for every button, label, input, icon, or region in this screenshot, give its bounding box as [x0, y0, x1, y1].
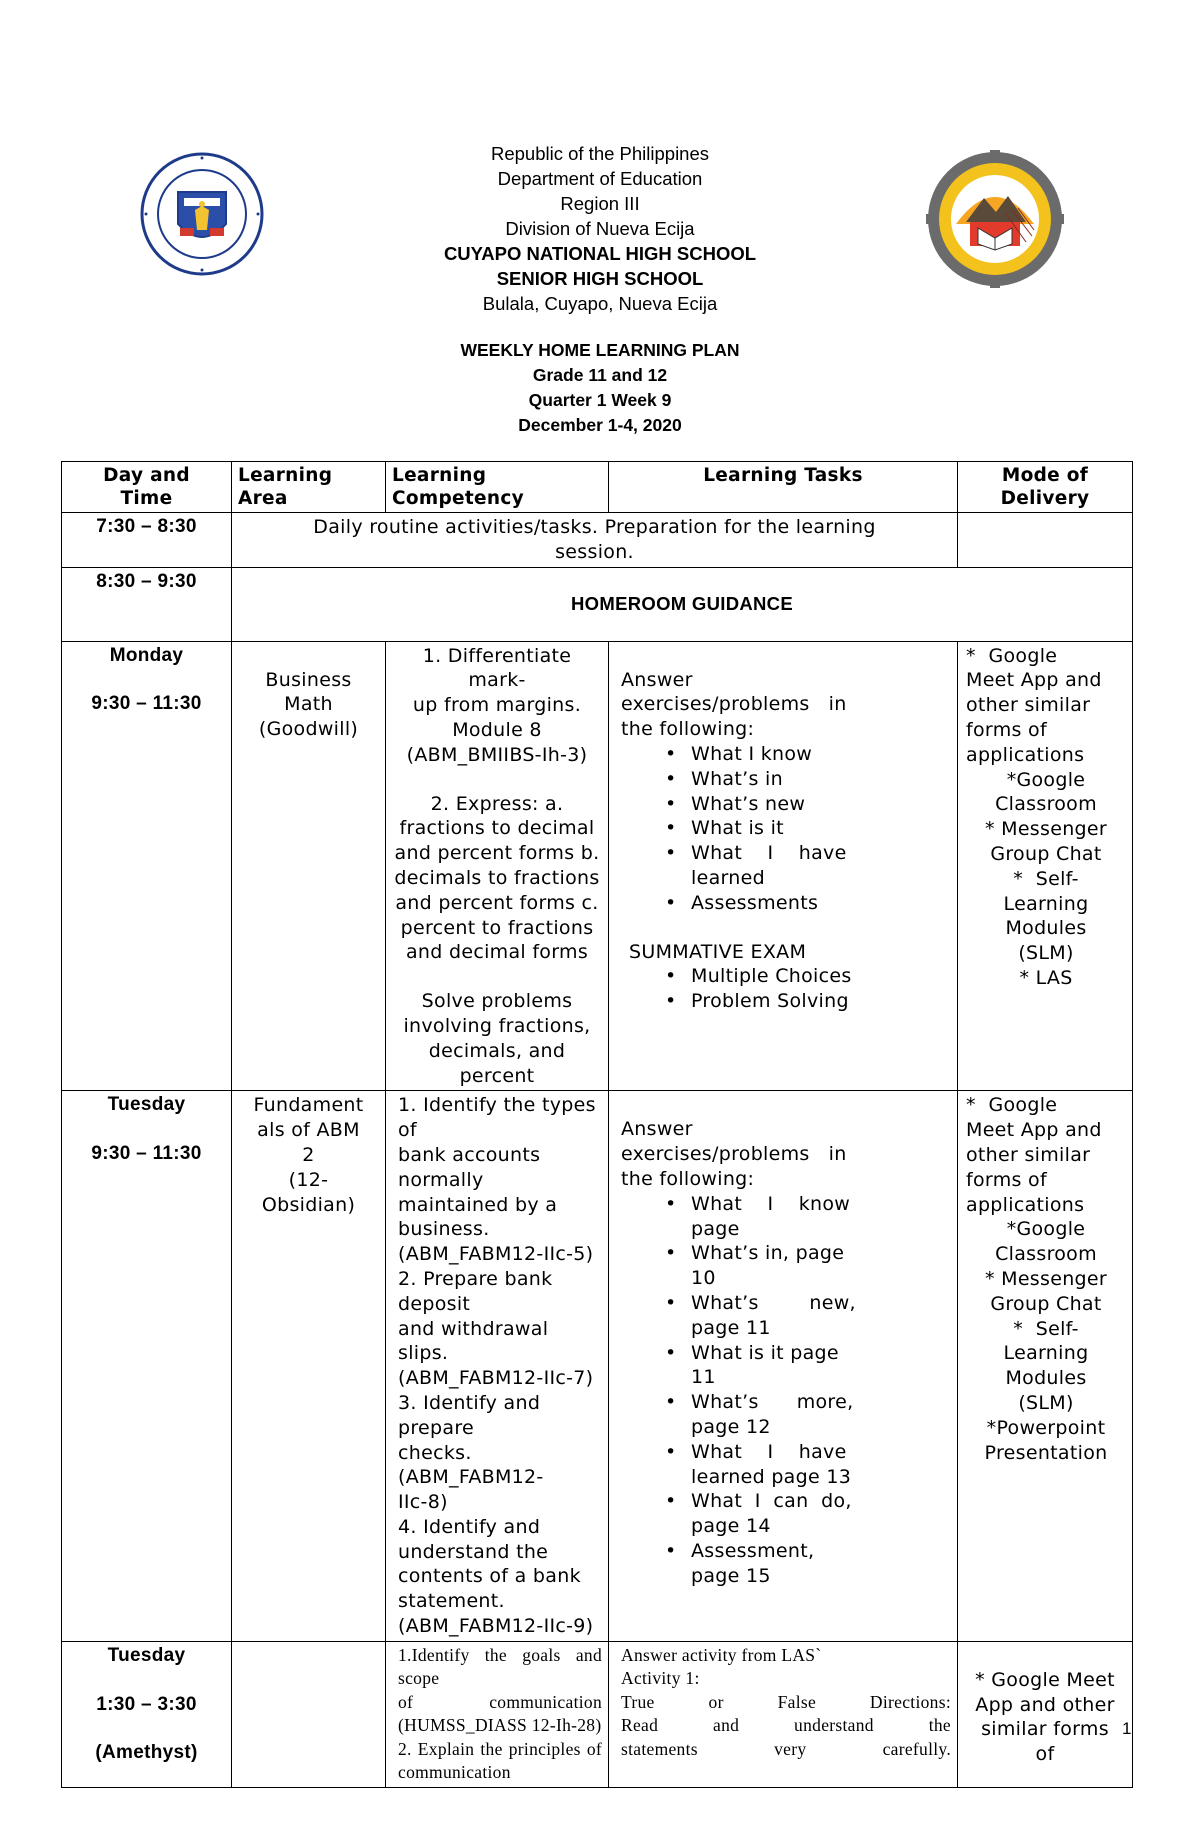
tasks-intro: Answer: [621, 1118, 693, 1141]
tuesday-learning-area: [232, 1091, 386, 1642]
task-line: Answer activity from LAS`: [621, 1644, 822, 1665]
header-line-region: Region III: [560, 193, 640, 214]
competency-line: checks. (ABM_FABM12-: [398, 1441, 544, 1489]
tuesday-competency: [386, 1091, 609, 1642]
tasks-intro: exercises/problems in: [621, 693, 847, 716]
list-item-text: • What I can do,: [691, 1490, 852, 1513]
mode-line: * Messenger: [984, 1267, 1107, 1290]
mode-line: Group Chat: [990, 842, 1102, 865]
competency-line: contents of a bank: [398, 1565, 581, 1588]
list-item-text: • What’s new,: [691, 1291, 856, 1314]
tuesday-pm-section: (Amethyst): [95, 1742, 198, 1764]
deped-seal-logo: [140, 152, 264, 276]
monday-task-list: [621, 742, 951, 916]
summative-list: [621, 964, 951, 1014]
mode-line: Learning: [1003, 1342, 1089, 1365]
task-line: Read and understand the: [621, 1715, 951, 1736]
list-item-text: learned: [691, 866, 765, 889]
tuesday-pm-competency: [386, 1641, 609, 1787]
table-row-tuesday-pm: [62, 1641, 1133, 1787]
mode-line: similar forms: [981, 1718, 1109, 1741]
tuesday-pm-time: 1:30 – 3:30: [96, 1693, 197, 1715]
mode-line: * LAS: [1019, 966, 1073, 989]
header-senior-high: SENIOR HIGH SCHOOL: [496, 268, 704, 289]
monday-area-line: Math: [284, 693, 333, 716]
tuesday-area-line: Obsidian): [261, 1193, 356, 1216]
routine-text-line1: Daily routine activities/tasks. Preparation for the learning: [313, 516, 876, 538]
competency-line: understand the: [398, 1540, 549, 1563]
mode-line: applications: [966, 743, 1085, 766]
mode-line: * Google: [966, 1094, 1058, 1117]
mode-line: forms of: [966, 718, 1047, 741]
list-item-text: learned page 13: [691, 1465, 852, 1488]
competency-line: 1. Identify the types of: [398, 1094, 596, 1142]
list-item: [691, 1390, 951, 1440]
list-item-text: page 15: [691, 1564, 771, 1587]
competency-line: involving fractions,: [403, 1014, 591, 1037]
mode-line: *Google: [1006, 1218, 1086, 1241]
learning-plan-table: [61, 461, 1133, 1788]
header-day-time: [62, 462, 232, 513]
mode-line: Meet App and: [966, 669, 1102, 692]
monday-day-time: [62, 641, 232, 1091]
competency-line: bank accounts normally: [398, 1143, 541, 1191]
task-line: True or False Directions:: [621, 1691, 951, 1712]
competency-line: (ABM_BMIIBS-Ih-3): [406, 743, 588, 766]
list-item: [691, 1539, 951, 1589]
header-line-division: Division of Nueva Ecija: [505, 218, 695, 239]
mode-line: * Google Meet: [975, 1668, 1115, 1691]
mode-line: (SLM): [1018, 1391, 1074, 1414]
header-mode-line1: Mode of: [1001, 465, 1089, 486]
tasks-intro: the following:: [621, 1167, 755, 1190]
competency-line: (ABM_FABM12-IIc-9): [398, 1615, 594, 1638]
list-item-text: • What’s in, page: [691, 1242, 845, 1265]
competency-line: of communication: [398, 1691, 602, 1712]
list-item-text: • What is it page: [691, 1341, 839, 1364]
header-tasks-label: Learning Tasks: [703, 465, 863, 486]
table-row-monday: [62, 641, 1133, 1091]
tuesday-task-list: [621, 1192, 951, 1589]
header-area-line1: Learning: [238, 465, 333, 486]
competency-line: 2. Explain the principles of: [398, 1738, 602, 1759]
table-header-row: [62, 462, 1133, 513]
plan-date: December 1-4, 2020: [518, 415, 682, 435]
tuesday-pm-mode-of-delivery: [958, 1641, 1133, 1787]
table-row-homeroom: [62, 567, 1133, 641]
monday-time: 9:30 – 11:30: [91, 693, 202, 715]
list-item: • What I have: [691, 841, 951, 866]
tuesday-mode-of-delivery: [958, 1091, 1133, 1642]
mode-line: Classroom: [995, 1243, 1097, 1266]
tasks-intro: the following:: [621, 718, 755, 741]
competency-line: and decimal forms: [405, 941, 589, 964]
tuesday-pm-day-time: [62, 1641, 232, 1787]
school-seal-logo: [926, 150, 1064, 288]
plan-title-block: [300, 338, 900, 438]
summative-label: SUMMATIVE EXAM: [629, 940, 807, 963]
list-item: • Multiple Choices: [691, 964, 951, 989]
list-item: • Problem Solving: [691, 989, 951, 1014]
tuesday-area-line: (12-: [288, 1168, 329, 1191]
monday-mode-of-delivery: [958, 641, 1133, 1091]
competency-line: (HUMSS_DIASS 12-Ih-28): [398, 1715, 602, 1736]
page-number: 1: [1122, 1719, 1132, 1738]
list-item: [691, 1341, 951, 1391]
letterhead: [300, 141, 900, 316]
competency-line: percent to fractions: [400, 916, 594, 939]
competency-line: IIc-8): [398, 1491, 448, 1514]
mode-line: forms of: [966, 1168, 1047, 1191]
table-row-tuesday: [62, 1091, 1133, 1642]
competency-line: and withdrawal slips.: [398, 1317, 549, 1365]
list-item-text: page: [691, 1217, 740, 1240]
list-item: • What is it: [691, 816, 951, 841]
mode-line: Modules: [1005, 1367, 1087, 1390]
header-day-time-line2: Time: [120, 488, 173, 509]
list-item: • What’s new: [691, 792, 951, 817]
competency-line: statement.: [398, 1590, 505, 1613]
header-mode-of-delivery: [958, 462, 1133, 513]
mode-line: Modules: [1005, 917, 1087, 940]
competency-line: business.: [398, 1218, 490, 1241]
homeroom-label: HOMEROOM GUIDANCE: [232, 567, 1133, 641]
mode-line: of: [1035, 1743, 1055, 1766]
list-item: [691, 1489, 951, 1539]
mode-line: Meet App and: [966, 1119, 1102, 1142]
tuesday-area-line: Fundament: [253, 1094, 364, 1117]
list-item-continuation: [691, 866, 951, 891]
header-learning-tasks: [609, 462, 958, 513]
competency-line: (ABM_FABM12-IIc-7): [398, 1367, 594, 1390]
plan-quarter-week: Quarter 1 Week 9: [528, 390, 672, 410]
list-item: • Assessments: [691, 891, 951, 916]
mode-line: other similar: [966, 1143, 1091, 1166]
tuesday-pm-day: Tuesday: [107, 1644, 186, 1666]
list-item-text: • Assessment,: [691, 1539, 815, 1562]
list-item-text: • What’s more,: [691, 1391, 854, 1414]
monday-competency: [386, 641, 609, 1091]
tuesday-learning-tasks: [609, 1091, 958, 1642]
header-area-line2: Area: [238, 488, 288, 509]
list-item: [691, 1241, 951, 1291]
header-competency-line2: Competency: [392, 488, 524, 509]
monday-day: Monday: [109, 644, 184, 666]
task-line: statements very carefully.: [621, 1738, 951, 1759]
competency-line: 1. Differentiate mark-: [422, 644, 572, 692]
competency-line: 1.Identify the goals and scope: [398, 1644, 602, 1689]
tuesday-day: Tuesday: [107, 1094, 186, 1116]
competency-line: (ABM_FABM12-IIc-5): [398, 1243, 594, 1266]
mode-line: *Powerpoint: [986, 1416, 1106, 1439]
header-mode-line2: Delivery: [1000, 488, 1090, 509]
mode-line: App and other: [975, 1693, 1115, 1716]
list-item-text: page 12: [691, 1415, 771, 1438]
tasks-intro: exercises/problems in: [621, 1143, 847, 1166]
list-item: [691, 1440, 951, 1490]
routine-text: [232, 513, 958, 568]
task-line: Activity 1:: [621, 1668, 700, 1689]
list-item-text: • What I know: [691, 1192, 851, 1215]
competency-line: up from margins.: [412, 694, 582, 717]
competency-line: fractions to decimal: [399, 817, 595, 840]
routine-time: 7:30 – 8:30: [62, 513, 232, 568]
mode-line: Classroom: [995, 793, 1097, 816]
header-learning-area: [232, 462, 386, 513]
competency-line: decimals to fractions: [394, 866, 600, 889]
header-line-republic: Republic of the Philippines: [490, 143, 710, 164]
monday-area-line: (Goodwill): [258, 718, 359, 741]
tuesday-pm-learning-tasks: [609, 1641, 958, 1787]
mode-line: * Messenger: [984, 818, 1107, 841]
routine-empty: [958, 513, 1133, 568]
competency-line: and percent forms b.: [394, 842, 600, 865]
list-item-text: 11: [691, 1366, 716, 1389]
list-item-text: 10: [691, 1267, 716, 1290]
tuesday-time: 9:30 – 11:30: [91, 1143, 202, 1165]
mode-line: * Self-: [1013, 867, 1079, 890]
competency-line: 2. Prepare bank deposit: [398, 1267, 553, 1315]
plan-grade: Grade 11 and 12: [532, 365, 668, 385]
mode-line: Group Chat: [990, 1292, 1102, 1315]
monday-learning-area: [232, 641, 386, 1091]
competency-line: and percent forms c.: [395, 891, 599, 914]
header-address: Bulala, Cuyapo, Nueva Ecija: [482, 293, 718, 314]
plan-title: WEEKLY HOME LEARNING PLAN: [460, 340, 740, 360]
competency-line: 2. Express: a.: [430, 792, 564, 815]
tasks-intro: Answer: [621, 668, 693, 691]
mode-line: * Self-: [1013, 1317, 1079, 1340]
list-item-text: page 11: [691, 1316, 771, 1339]
mode-line: applications: [966, 1193, 1085, 1216]
routine-text-line2: session.: [555, 540, 634, 563]
list-item-text: • What I have: [691, 1440, 847, 1463]
list-item: [691, 1291, 951, 1341]
list-item: [691, 1192, 951, 1242]
competency-line: Solve problems: [421, 990, 573, 1013]
header-school-name: CUYAPO NATIONAL HIGH SCHOOL: [443, 243, 757, 264]
competency-line: Module 8: [452, 718, 542, 741]
list-item: • What I know: [691, 742, 951, 767]
tuesday-area-line: als of ABM: [257, 1119, 360, 1142]
mode-line: Learning: [1003, 892, 1089, 915]
tuesday-day-time: [62, 1091, 232, 1642]
list-item: • What’s in: [691, 767, 951, 792]
mode-line: *Google: [1006, 768, 1086, 791]
header-day-time-line1: Day and: [103, 465, 190, 486]
monday-area-line: Business: [265, 668, 352, 691]
tuesday-pm-learning-area: [232, 1641, 386, 1787]
list-item-text: page 14: [691, 1515, 771, 1538]
competency-line: maintained by a: [398, 1193, 558, 1216]
header-line-department: Department of Education: [497, 168, 703, 189]
mode-line: other similar: [966, 694, 1091, 717]
competency-line: 4. Identify and: [398, 1515, 541, 1538]
tuesday-area-line: 2: [302, 1143, 315, 1166]
monday-learning-tasks: [609, 641, 958, 1091]
competency-line: decimals, and percent: [428, 1039, 566, 1087]
header-learning-competency: [386, 462, 609, 513]
competency-line: communication: [398, 1762, 511, 1783]
mode-line: (SLM): [1018, 942, 1074, 965]
header-competency-line1: Learning: [392, 465, 487, 486]
mode-line: Presentation: [984, 1441, 1108, 1464]
table-row-routine: [62, 513, 1133, 568]
competency-line: 3. Identify and prepare: [398, 1391, 541, 1439]
homeroom-time: 8:30 – 9:30: [62, 567, 232, 641]
mode-line: * Google: [966, 644, 1058, 667]
